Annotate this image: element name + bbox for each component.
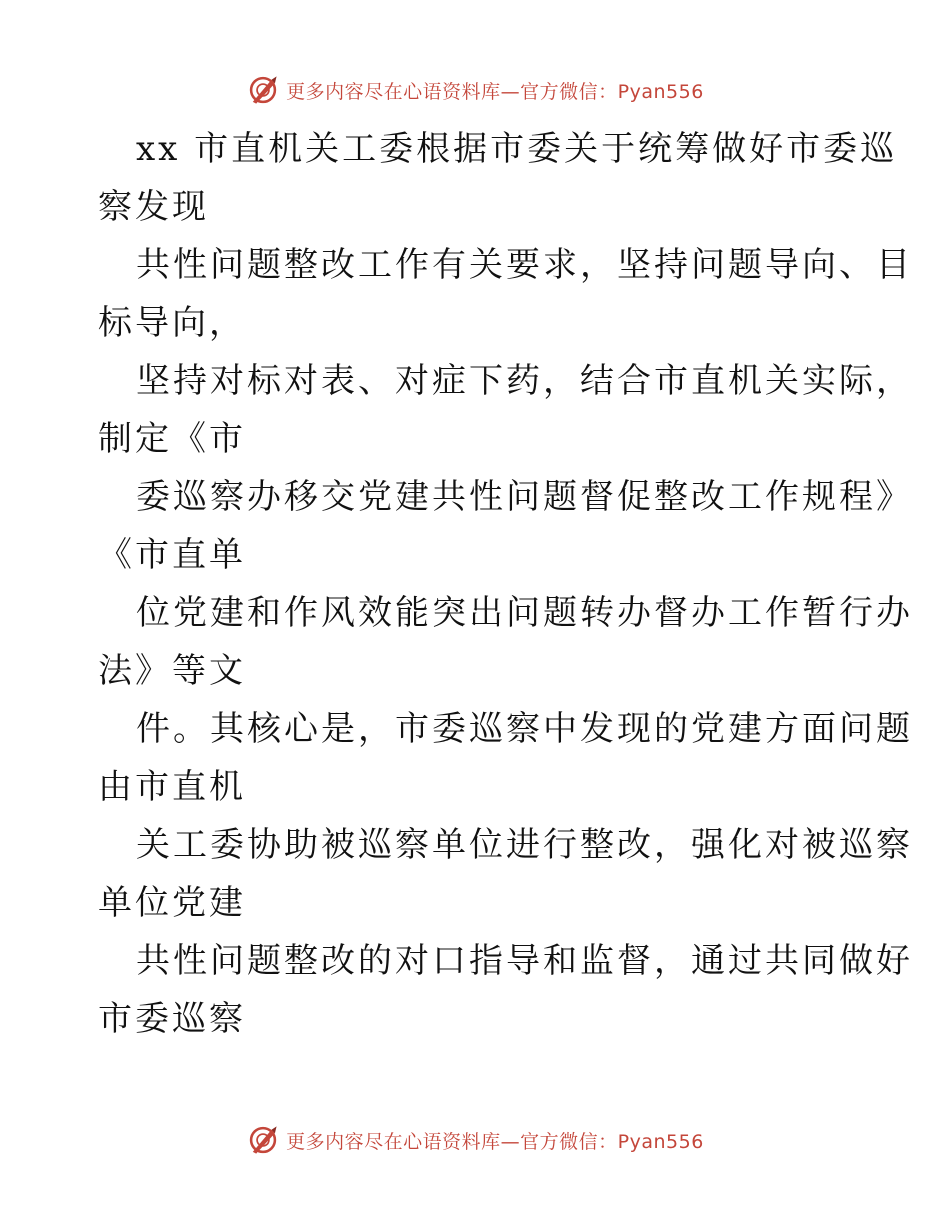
body-line: xx 市直机关工委根据市委关于统筹做好市委巡	[136, 129, 898, 169]
body-line: 察发现	[98, 187, 209, 227]
footer-banner-text: 更多内容尽在心语资料库—官方微信：Pyan556	[286, 1130, 704, 1153]
body-line: 坚持对标对表、对症下药，结合市直机关实际，	[136, 361, 913, 401]
document-body	[98, 120, 913, 1048]
header-banner	[0, 70, 950, 110]
quill-pen-logo-icon	[246, 73, 280, 107]
footer-banner	[0, 1120, 950, 1160]
body-line: 市委巡察	[98, 999, 246, 1039]
body-line: 法》等文	[98, 651, 246, 691]
body-line: 件。其核心是，市委巡察中发现的党建方面问题	[136, 709, 913, 749]
body-line: 标导向，	[98, 303, 246, 343]
body-line: 单位党建	[98, 883, 246, 923]
body-line: 共性问题整改的对口指导和监督，通过共同做好	[136, 941, 913, 981]
header-banner-text: 更多内容尽在心语资料库—官方微信：Pyan556	[286, 80, 704, 103]
body-line: 《市直单	[98, 535, 246, 575]
body-line: 关工委协助被巡察单位进行整改，强化对被巡察	[136, 825, 913, 865]
quill-pen-logo-icon	[246, 1123, 280, 1157]
body-line: 共性问题整改工作有关要求，坚持问题导向、目	[136, 245, 913, 285]
body-line: 制定《市	[98, 419, 246, 459]
body-line: 位党建和作风效能突出问题转办督办工作暂行办	[136, 593, 913, 633]
body-line: 委巡察办移交党建共性问题督促整改工作规程》	[136, 477, 913, 517]
body-line: 由市直机	[98, 767, 246, 807]
